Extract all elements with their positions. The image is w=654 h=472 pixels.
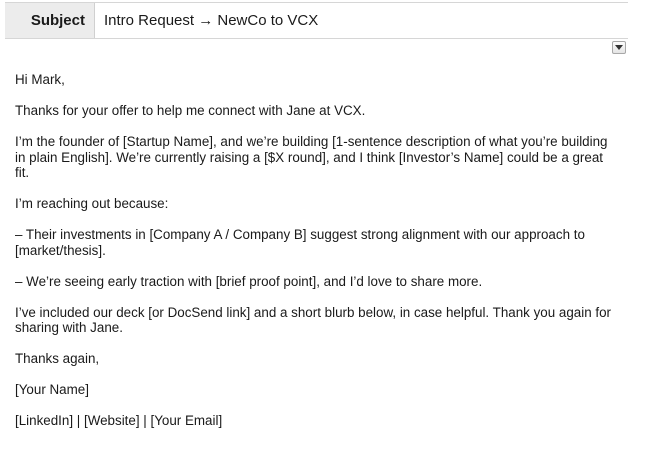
subject-row bbox=[5, 2, 628, 39]
chevron-down-icon bbox=[615, 45, 623, 50]
body-paragraph: I’m reaching out because: bbox=[15, 196, 169, 211]
email-body[interactable] bbox=[15, 72, 615, 444]
body-paragraph: I’m the founder of [Startup Name], and we’re building [1-sentence description of what you’re building in plain English]. We’re currently raising a [$X round], and I think [Investor’s Name] could be a great fit. bbox=[15, 134, 608, 180]
body-paragraph: I’ve included our deck [or DocSend link] and a short blurb below, in case helpful. Thank you again for sharing with Jane. bbox=[15, 304, 611, 335]
subject-label: Subject bbox=[5, 3, 95, 38]
body-paragraph: Thanks for your offer to help me connect with Jane at VCX. bbox=[15, 103, 366, 118]
signature-name: [Your Name] bbox=[15, 382, 89, 397]
signature-links: [LinkedIn] | [Website] | [Your Email] bbox=[15, 413, 223, 428]
bullet-item: – We’re seeing early traction with [brief proof point], and I’d love to share more. bbox=[15, 273, 483, 289]
bullet-item: – Their investments in [Company A / Company B] suggest strong alignment with our approach to [market/thesis]. bbox=[15, 227, 585, 258]
sign-off: Thanks again, bbox=[15, 351, 100, 366]
greeting: Hi Mark, bbox=[15, 72, 65, 87]
options-dropdown-button[interactable] bbox=[612, 41, 626, 54]
subject-field[interactable]: Intro Request → NewCo to VCX bbox=[95, 3, 628, 38]
